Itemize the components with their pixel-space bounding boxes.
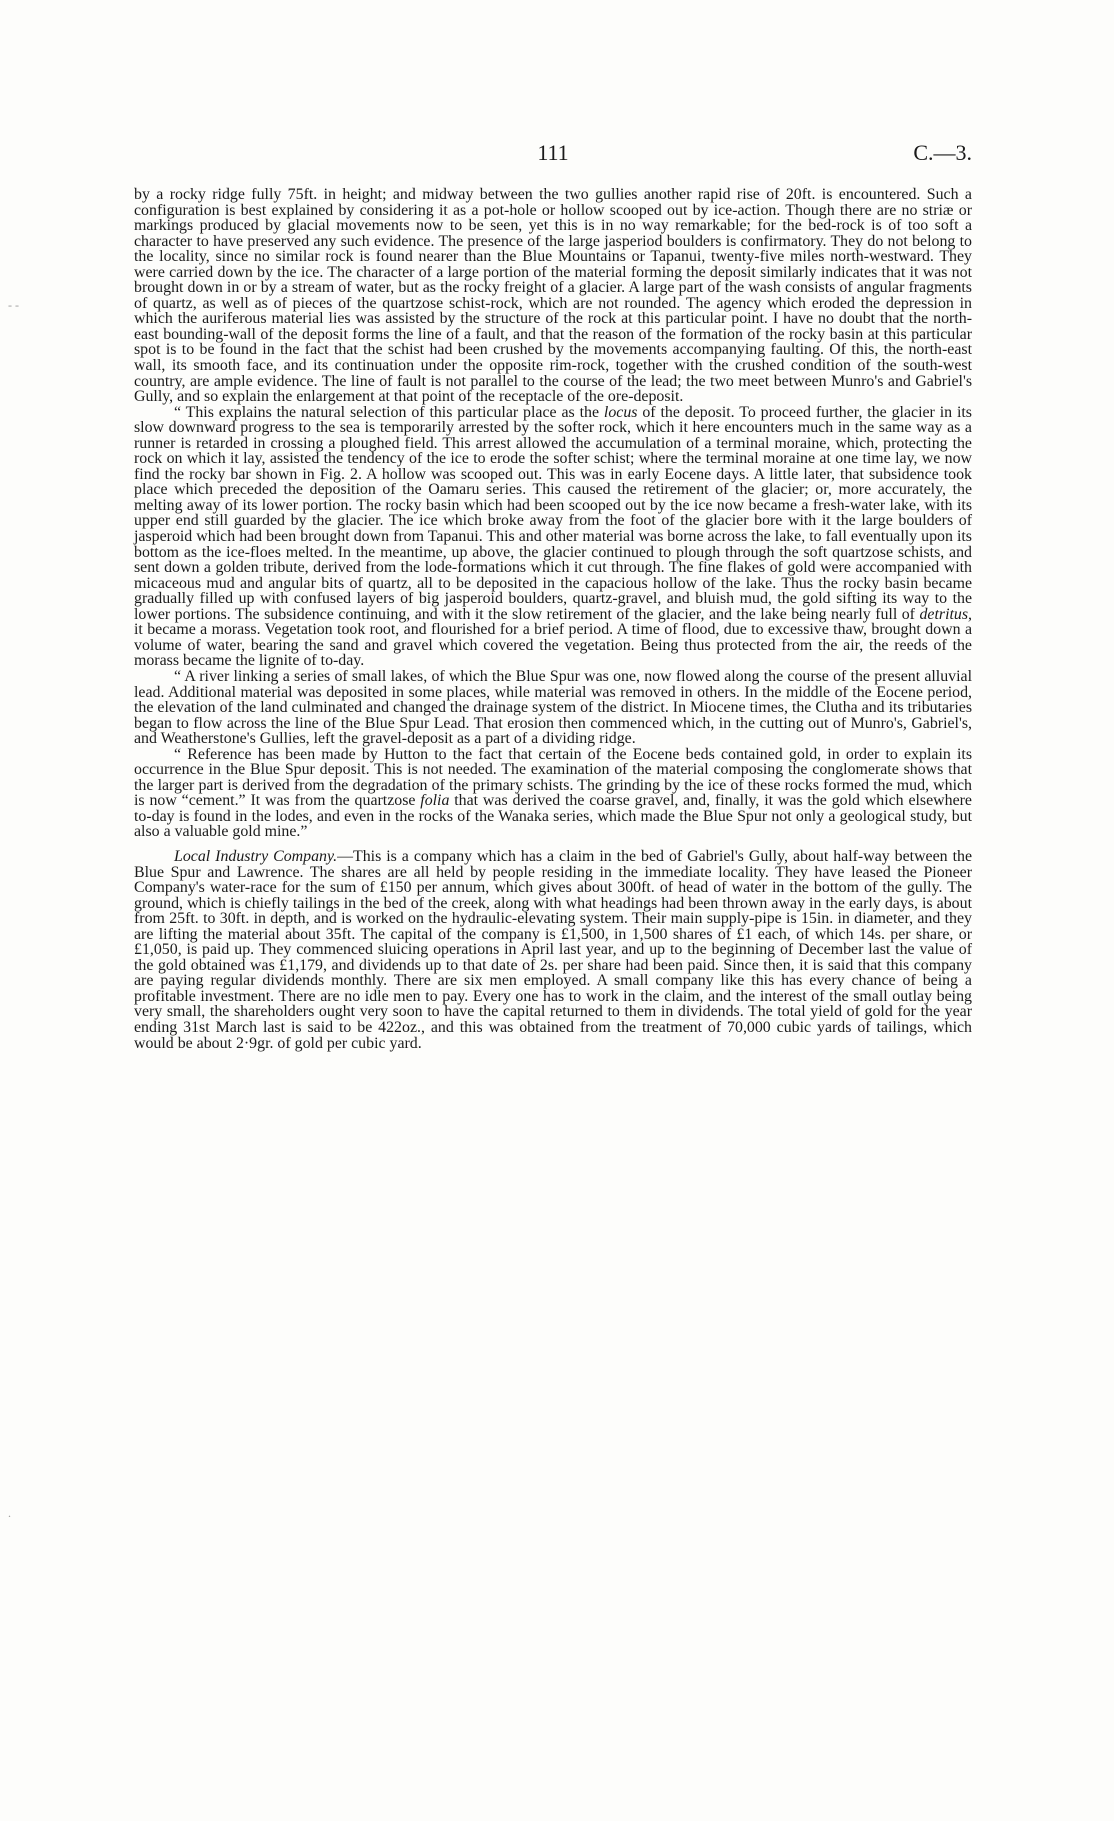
margin-mark: . bbox=[8, 1506, 11, 1520]
paragraph-text: “ This explains the natural selection of this particular place as the bbox=[174, 403, 604, 421]
margin-mark: - - bbox=[8, 298, 19, 312]
paragraph-glacial-evidence: by a rocky ridge fully 75ft. in height; and midway between the two gullies another rapid rise of 20ft. is encountered. Such a configuration is best explained by considering it as a pot-hole or hollow scooped out by ice-action. Though there are no striæ or markings produced by glacial movements now to be seen, yet this is in no way remarkable; for the bed-rock is of too soft a character to have preserved any such evidence. The presence of the large jasperiod boulders is confirmatory. They do not belong to the locality, since no similar rock is found nearer than the Blue Mountains or Tapanui, twenty-five miles north-westward. They were carried down by the ice. The character of a large portion of the material forming the deposit similarly indicates that it was not brought down in or by a stream of water, but as the rocky freight of a glacier. A large part of the wash consists of angular fragments of quartz, as well as of pieces of the quartzose schist-rock, which are not rounded. The agency which eroded the depression in which the auriferous material lies was assisted by the structure of the rock at this particular point. I have no doubt that the north-east bounding-wall of the deposit forms the line of a fault, and that the reason of the formation of the rocky basin at this particular spot is to be found in the fact that the schist had been crushed by the movements accompanying faulting. Of this, the north-east wall, its smooth face, and its continuation under the opposite rim-rock, together with the crushed condition of the south-west country, are ample evidence. The line of fault is not parallel to the course of the lead; the two meet between Munro's and Gabriel's Gully, and so explain the enlargement at that point of the receptacle of the ore-deposit. bbox=[134, 186, 972, 406]
page-number: 111 bbox=[537, 140, 569, 165]
page-header bbox=[134, 140, 972, 170]
paragraph-local-industry-company bbox=[134, 849, 972, 1051]
section-heading: Local Industry Company. bbox=[174, 847, 338, 865]
italic-term: folia bbox=[420, 792, 450, 810]
paragraph-text: “ Reference has been made by Hutton to the fact that certain of the Eocene beds contained gold, in order to explain its occurrence in the Blue Spur deposit. This is not needed. The examination of the material composing the conglomerate shows that the larger part is derived from the degradation of the primary schists. The grinding by the ice of these rocks formed the mud, which is now “cement.” It was from the quartzose bbox=[134, 745, 972, 810]
italic-term: locus bbox=[603, 403, 638, 421]
italic-term: detritus, bbox=[919, 605, 972, 623]
document-reference: C.—3. bbox=[913, 140, 972, 165]
paragraph-river-lakes: “ A river linking a series of small lakes, of which the Blue Spur was one, now flowed along the course of the present alluvial lead. Additional material was deposited in some places, while material was removed in others. In the middle of the Eocene period, the elevation of the land culminated and changed the drainage system of the district. In Miocene times, the Clutha and its tributaries began to flow across the line of the Blue Spur Lead. That erosion then commenced which, in the cutting out of Munro's, Gabriel's, and Weatherstone's Gullies, left the gravel-deposit as a part of a dividing ridge. bbox=[134, 667, 972, 748]
paragraph-text: that was derived the coarse gravel, and, finally, it was the gold which elsewhere to-day is found in the lodes, and even in the rocks of the Wanaka series, which made the Blue Spur not only a geological study, but also a valuable gold mine.” bbox=[134, 792, 972, 841]
paragraph-text: it became a morass. Vegetation took root, and flourished for a brief period. A time of flood, due to excessive thaw, brought down a volume of water, bearing the sand and gravel which covered the vegetation. Being thus protected from the air, the reeds of the morass became the lignite of to-day. bbox=[134, 621, 972, 670]
body-text bbox=[134, 187, 972, 1051]
paragraph-text: —This is a company which has a claim in the bed of Gabriel's Gully, about half-way between the Blue Spur and Lawrence. The shares are all held by people residing in the immediate locality. They have leased the Pioneer Company's water-race for the sum of £150 per annum, which gives about 300ft. of head of water in the bottom of the gully. The ground, which is chiefly tailings in the bed of the creek, along with what headings had been thrown away in the early days, is about from 25ft. to 30ft. in depth, and is worked on the hydraulic-elevating system. Their main supply-pipe is 15in. in diameter, and they are lifting the material about 35ft. The capital of the company is £1,500, in 1,500 shares of £1 each, of which 14s. per share, or £1,050, is paid up. They commenced sluicing operations in April last year, and up to the beginning of December last the value of the gold obtained was £1,179, and dividends up to that date of 2s. per share had been paid. Since then, it is said that this company are paying regular dividends monthly. There are six men employed. A small company like this has every chance of being a profitable investment. There are no idle men to pay. Every one has to work in the claim, and the interest of the small outlay being very small, the shareholders ought very soon to have the capital returned to them in dividends. The total yield of gold for the year ending 31st March last is said to be 422oz., and this was obtained from the treatment of 70,000 cubic yards of tailings, which would be about 2·9gr. of gold per cubic yard. bbox=[134, 847, 972, 1052]
paragraph-locus-explanation bbox=[134, 405, 972, 669]
paragraph-hutton-reference bbox=[134, 747, 972, 840]
paragraph-text: of the deposit. To proceed further, the glacier in its slow downward progress to the sea is temporarily arrested by the softer rock, which it here encounters much in the same way as a runner is retarded in crossing a ploughed field. This arrest allowed the accumulation of a terminal moraine, which, protecting the rock on which it lay, assisted the tendency of the ice to erode the softer schist; where the terminal moraine at one time lay, we now find the rocky bar shown in Fig. 2. A hollow was scooped out. This was in early Eocene days. A little later, that subsidence took place which preceded the deposition of the Oamaru series. This caused the retirement of the glacier; or, more accurately, the melting away of its lower portion. The rocky basin which had been scooped out by the ice now became a fresh-water lake, with its upper end still guarded by the glacier. The ice which broke away from the foot of the glacier bore with it the large boulders of jasperoid which had been brought down from Tapanui. This and other material was borne across the lake, to fall eventually upon its bottom as the ice-floes melted. In the meantime, up above, the glacier continued to plough through the soft quartzose schists, and sent down a golden tribute, derived from the lode-formations which it cut through. The fine flakes of gold were accompanied with micaceous mud and angular bits of quartz, all to be deposited in the capacious hollow of the lake. Thus the rocky basin became gradually filled up with confused layers of big jasperoid boulders, quartz-gravel, and bluish mud, the gold sifting its way to the lower portions. The subsidence continuing, and with it the slow retirement of the glacier, and the lake being nearly full of bbox=[134, 403, 972, 623]
